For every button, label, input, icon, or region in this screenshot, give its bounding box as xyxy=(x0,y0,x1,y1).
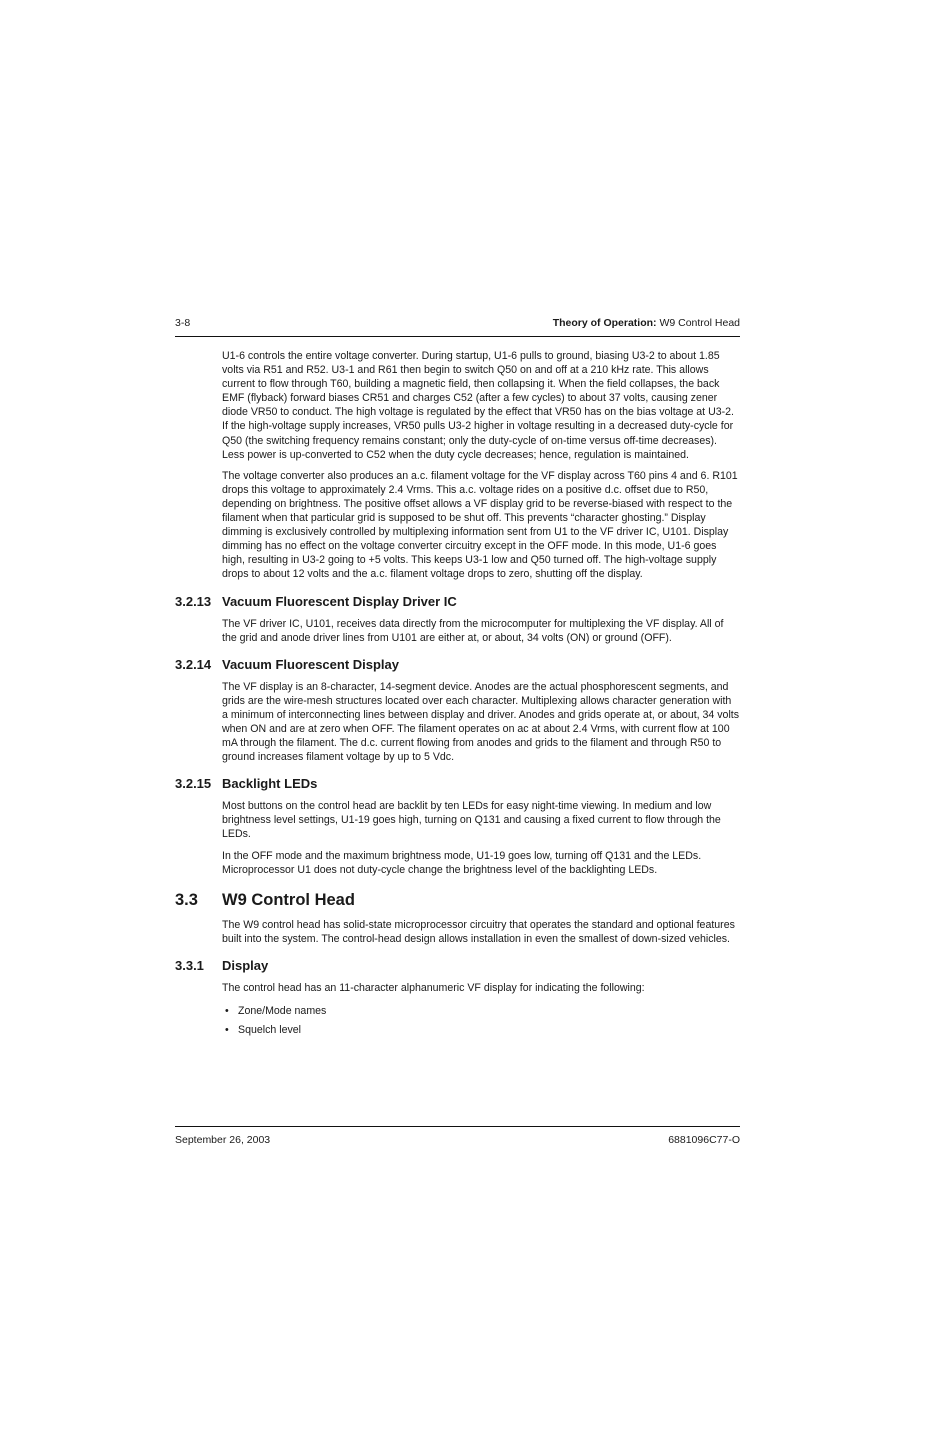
section-number: 3.2.14 xyxy=(175,656,212,672)
section-heading-3-3-1 xyxy=(175,958,740,973)
section-heading-3-2-14 xyxy=(175,657,740,672)
running-title-bold: Theory of Operation: xyxy=(552,317,657,329)
paragraph-backlight-1: Most buttons on the control head are backlit by ten LEDs for easy night-time viewing. In medium and low brightness level settings, U1-19 goes high, turning on Q131 and causing a fixed current to flow through the LEDs. xyxy=(222,800,721,841)
section-heading-3-2-15 xyxy=(175,776,740,791)
paragraph-display: The control head has an 11-character alphanumeric VF display for indicating the following: xyxy=(222,981,645,994)
paragraph-voltage-converter: U1-6 controls the entire voltage converter. During startup, U1-6 pulls to ground, biasing U3-2 to about 1.85 volts via R51 and R52. U3-1 and R61 then begin to switch Q50 on and off at a 210 kHz rate. This allows current to flow through T60, building a magnetic field, then collapsing it. When the field collapses, the back EMF (flyback) forward biases CR51 and charges C52 (after a few cycles) to about 37 volts, causing zener diode VR50 to conduct. The high voltage is regulated by the effect that VR50 has on the bias voltage at U3-2. If the high-voltage supply increases, VR50 pulls U3-2 higher in voltage resulting in a decreased duty-cycle for Q50 (the switching frequency remains constant; only the duty-cycle of on-time versus off-time decreases). Less power is up-converted to C52 when the duty cycle decreases; hence, regulation is maintained. xyxy=(222,350,734,461)
paragraph-vf-driver: The VF driver IC, U101, receives data directly from the microcomputer for multiplexing the VF display. All of the grid and anode driver lines from U101 are either at, or about, 34 volts (ON) or ground (OFF). xyxy=(222,617,724,644)
header-rule xyxy=(175,336,740,337)
running-title-rest: W9 Control Head xyxy=(656,317,740,329)
section-number: 3.3 xyxy=(175,890,198,909)
running-title xyxy=(553,317,740,329)
paragraph-w9-control-head: The W9 control head has solid-state microprocessor circuitry that operates the standard and optional features built into the system. The control-head design allows installation in even the smallest of down-sized vehicles. xyxy=(222,918,735,945)
section-number: 3.2.15 xyxy=(175,776,212,792)
footer-doc-number: 6881096C77-O xyxy=(668,1134,740,1146)
section-title: W9 Control Head xyxy=(222,890,355,909)
footer-rule xyxy=(175,1126,740,1127)
section-title: Backlight LEDs xyxy=(222,776,318,792)
section-title: Display xyxy=(222,957,269,973)
paragraph-backlight-2: In the OFF mode and the maximum brightness mode, U1-19 goes low, turning off Q131 and the LEDs. Microprocessor U1 does not duty-cycle change the brightness level of the backlighting LEDs. xyxy=(222,849,702,876)
section-heading-3-2-13 xyxy=(175,594,740,609)
section-title: Vacuum Fluorescent Display Driver IC xyxy=(222,593,457,609)
display-bullet-list xyxy=(222,1002,740,1039)
list-item: • Squelch level xyxy=(222,1021,740,1040)
list-item: • Zone/Mode names xyxy=(222,1002,740,1021)
section-heading-3-3 xyxy=(175,891,740,910)
section-number: 3.3.1 xyxy=(175,957,204,973)
section-title: Vacuum Fluorescent Display xyxy=(222,656,400,672)
paragraph-filament-voltage: The voltage converter also produces an a.c. filament voltage for the VF display across T60 pins 4 and 6. R101 drops this voltage to approximately 2.4 Vrms. This a.c. voltage rides on a positive d.c. offset due to R50, depending on brightness. The positive offset allows a VF display grid to be reverse-biased with respect to the filament when that particular grid is supposed to be shut off. This prevents “character ghosting.” Display dimming is exclusively controlled by multiplexing information sent from U1 to the VF driver IC, U101. Display dimming has no effect on the voltage converter circuitry except in the OFF mode. In this mode, U1-6 goes high, resulting in U3-2 going to +5 volts. This keeps U3-1 low and Q50 turned off. The high-voltage supply drops to about 12 volts and the a.c. filament voltage drops to zero, shutting off the display. xyxy=(222,469,738,581)
page-body xyxy=(175,349,740,1039)
section-number: 3.2.13 xyxy=(175,593,212,609)
page-number: 3-8 xyxy=(175,317,191,329)
paragraph-vf-display: The VF display is an 8-character, 14-segment device. Anodes are the actual phosphorescent segments, and grids are the wire-mesh structures located over each character. Multiplexing allows character generation with a minimum of interconnecting lines between display and driver. Anodes and grids operate at, or about, 34 volts when ON and are at zero when OFF. The filament operates on ac at about 2.4 Vrms, with current flow at 100 mA through the filament. The d.c. current flowing from anodes and grids to the filament and through R50 to ground increases filament voltage by up to 5 Vdc. xyxy=(222,680,740,764)
footer-date: September 26, 2003 xyxy=(175,1134,271,1146)
